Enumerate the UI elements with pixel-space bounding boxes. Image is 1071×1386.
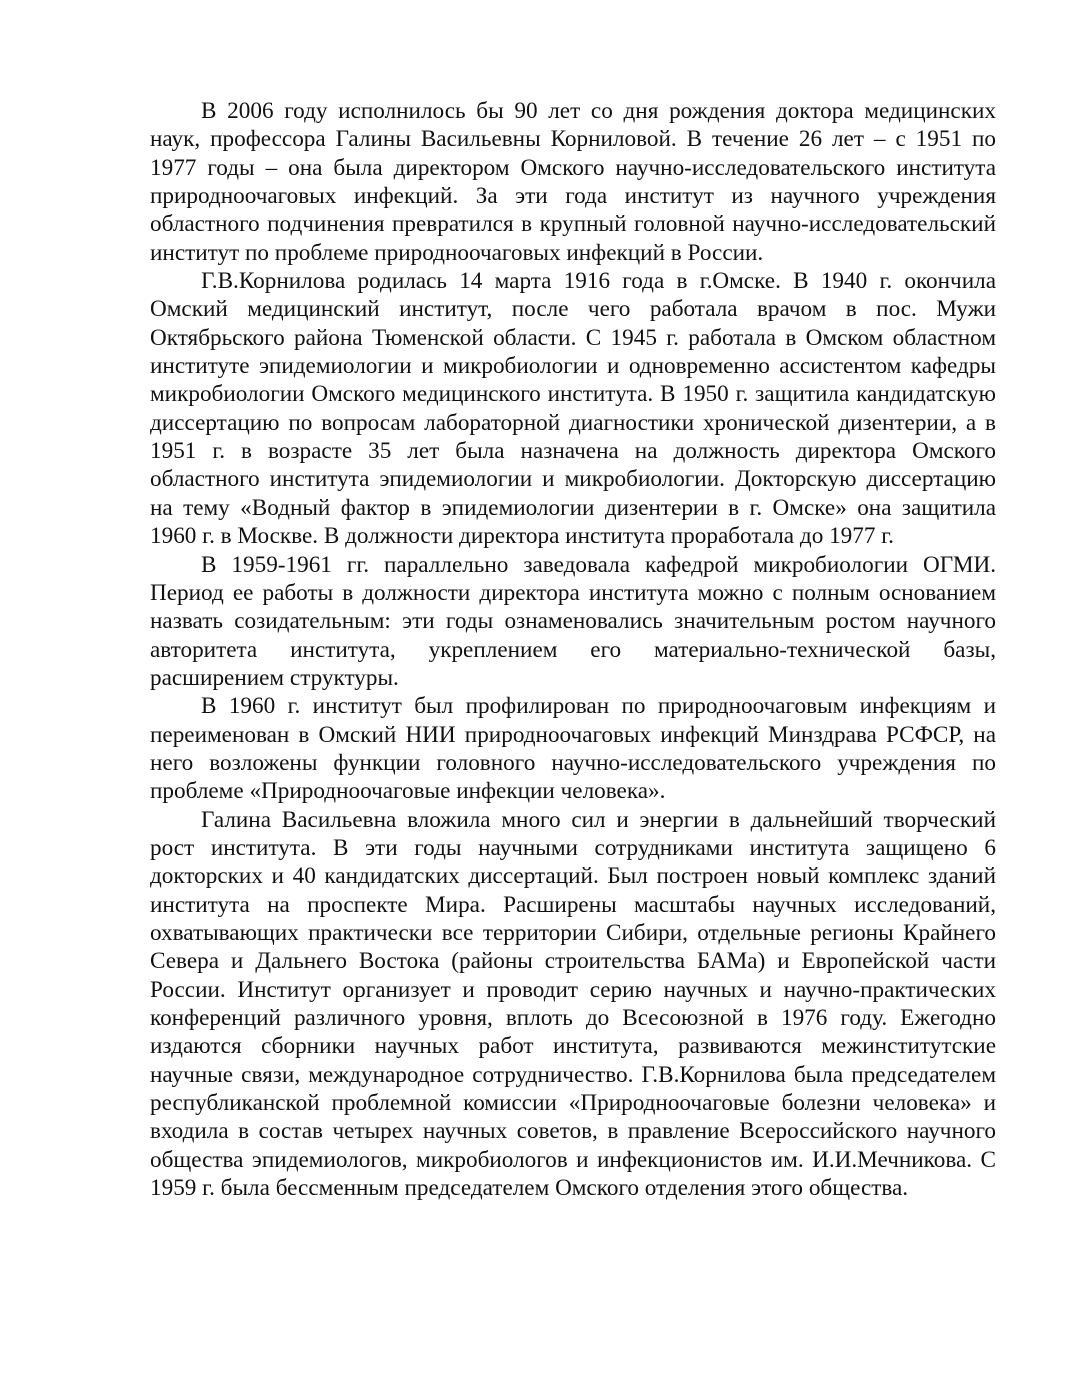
document-page	[150, 97, 996, 1202]
paragraph-department: В 1959-1961 гг. параллельно заведовала кафедрой микробиологии ОГМИ. Период ее работы в должности директора института можно с полным основанием назвать созидательным: эти годы ознаменовались значительным ростом научного авторитета института, укреплением его материально-технической базы, расширением структуры.	[150, 551, 996, 691]
paragraph-achievements: Галина Васильевна вложила много сил и энергии в дальнейший творческий рост института. В эти годы научными сотрудниками института защищено 6 докторских и 40 кандидатских диссертаций. Был построен новый комплекс зданий института на проспекте Мира. Расширены масштабы научных исследований, охватывающих практически все территории Сибири, отдельные регионы Крайнего Севера и Дальнего Востока (районы строительства БАМа) и Европейской части России. Институт организует и проводит серию научных и научно-практических конференций различного уровня, вплоть до Всесоюзной в 1976 году. Ежегодно издаются сборники научных работ института, развиваются межинститутские научные связи, международное сотрудничество. Г.В.Корнилова была председателем республиканской проблемной комиссии «Природноочаговые болезни человека» и входила в состав четырех научных советов, в правление Всероссийского научного общества эпидемиологов, микробиологов и инфекционистов им. И.И.Мечникова. С 1959 г. была бессменным председателем Омского отделения этого общества.	[150, 806, 996, 1202]
paragraph-intro: В 2006 году исполнилось бы 90 лет со дня рождения доктора медицинских наук, профессора Галины Васильевны Корниловой. В течение 26 лет – с 1951 по 1977 годы – она была директором Омского научно-исследовательского института природноочаговых инфекций. За эти года институт из научного учреждения областного подчинения превратился в крупный головной научно-исследовательский институт по проблеме природноочаговых инфекций в России.	[150, 98, 996, 266]
paragraph-institute-renaming: В 1960 г. институт был профилирован по природноочаговым инфекциям и переименован в Омский НИИ природноочаговых инфекций Минздрава РСФСР, на него возложены функции головного научно-исследовательского учреждения по проблеме «Природноочаговые инфекции человека».	[150, 693, 996, 805]
paragraph-biography: Г.В.Корнилова родилась 14 марта 1916 года в г.Омске. В 1940 г. окончила Омский медицинский институт, после чего работала врачом в пос. Мужи Октябрьского района Тюменской области. С 1945 г. работала в Омском областном институте эпидемиологии и микробиологии и одновременно ассистентом кафедры микробиологии Омского медицинского института. В 1950 г. защитила кандидатскую диссертацию по вопросам лабораторной диагностики хронической дизентерии, а в 1951 г. в возрасте 35 лет была назначена на должность директора Омского областного института эпидемиологии и микробиологии. Докторскую диссертацию на тему «Водный фактор в эпидемиологии дизентерии в г. Омске» она защитила 1960 г. в Москве. В должности директора института проработала до 1977 г.	[150, 268, 996, 550]
